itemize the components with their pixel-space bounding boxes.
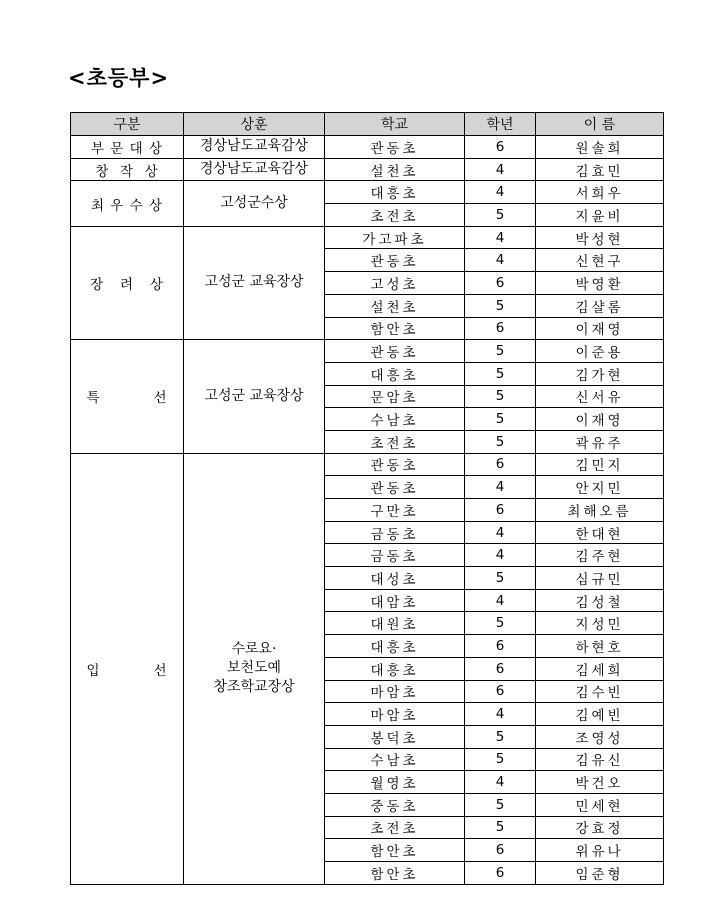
award-prize: 경상남도교육감상 xyxy=(184,158,325,181)
student-name-cell: 원솔희 xyxy=(536,136,664,159)
student-name-cell: 김예빈 xyxy=(536,703,664,726)
school-cell: 관동초 xyxy=(325,453,465,476)
student-name-cell: 곽유주 xyxy=(536,430,664,453)
student-name-cell: 지성민 xyxy=(536,612,664,635)
student-name-cell: 서희우 xyxy=(536,181,664,204)
grade-cell: 6 xyxy=(465,136,536,159)
header-name: 이 름 xyxy=(536,113,664,136)
grade-cell: 4 xyxy=(465,226,536,249)
school-cell: 초전초 xyxy=(325,430,465,453)
award-prize: 고성군 교육장상 xyxy=(184,226,325,339)
school-cell: 마암초 xyxy=(325,703,465,726)
awards-table xyxy=(70,112,664,885)
school-cell: 초전초 xyxy=(325,816,465,839)
header-grade: 학년 xyxy=(465,113,536,136)
table-row xyxy=(71,181,664,204)
school-cell: 관동초 xyxy=(325,340,465,363)
header-school: 학교 xyxy=(325,113,465,136)
award-category: 최 우 수 상 xyxy=(71,181,184,226)
school-cell: 대흥초 xyxy=(325,181,465,204)
student-name-cell: 이재영 xyxy=(536,408,664,431)
header-category: 구분 xyxy=(71,113,184,136)
school-cell: 대원초 xyxy=(325,612,465,635)
school-cell: 대암초 xyxy=(325,589,465,612)
student-name-cell: 김주현 xyxy=(536,544,664,567)
header-row xyxy=(71,113,664,136)
student-name-cell: 김가현 xyxy=(536,362,664,385)
grade-cell: 6 xyxy=(465,635,536,658)
table-row xyxy=(71,158,664,181)
school-cell: 고성초 xyxy=(325,272,465,295)
student-name-cell: 임준형 xyxy=(536,862,664,885)
student-name-cell: 안지민 xyxy=(536,476,664,499)
student-name-cell: 심규민 xyxy=(536,567,664,590)
school-cell: 대흥초 xyxy=(325,635,465,658)
student-name-cell: 박건오 xyxy=(536,771,664,794)
grade-cell: 6 xyxy=(465,680,536,703)
table-row xyxy=(71,453,664,476)
award-prize: 경상남도교육감상 xyxy=(184,136,325,159)
school-cell: 대흥초 xyxy=(325,657,465,680)
grade-cell: 6 xyxy=(465,499,536,522)
award-category: 특 선 xyxy=(71,340,184,453)
award-category: 부 문 대 상 xyxy=(71,136,184,159)
student-name-cell: 조영성 xyxy=(536,725,664,748)
student-name-cell: 김유신 xyxy=(536,748,664,771)
grade-cell: 6 xyxy=(465,317,536,340)
school-cell: 함안초 xyxy=(325,862,465,885)
student-name-cell: 김성철 xyxy=(536,589,664,612)
award-prize: 고성군 교육장상 xyxy=(184,340,325,453)
grade-cell: 5 xyxy=(465,408,536,431)
school-cell: 대성초 xyxy=(325,567,465,590)
grade-cell: 6 xyxy=(465,453,536,476)
student-name-cell: 김수빈 xyxy=(536,680,664,703)
school-cell: 구만초 xyxy=(325,499,465,522)
student-name-cell: 신현구 xyxy=(536,249,664,272)
school-cell: 설천초 xyxy=(325,158,465,181)
student-name-cell: 박성현 xyxy=(536,226,664,249)
student-name-cell: 김효민 xyxy=(536,158,664,181)
school-cell: 중동초 xyxy=(325,793,465,816)
grade-cell: 6 xyxy=(465,839,536,862)
student-name-cell: 최해오름 xyxy=(536,499,664,522)
grade-cell: 4 xyxy=(465,589,536,612)
school-cell: 월영초 xyxy=(325,771,465,794)
table-row xyxy=(71,226,664,249)
table-row xyxy=(71,136,664,159)
student-name-cell: 위유나 xyxy=(536,839,664,862)
grade-cell: 4 xyxy=(465,771,536,794)
grade-cell: 4 xyxy=(465,249,536,272)
school-cell: 봉덕초 xyxy=(325,725,465,748)
grade-cell: 4 xyxy=(465,544,536,567)
school-cell: 함안초 xyxy=(325,317,465,340)
page-title: <초등부> xyxy=(68,66,170,90)
grade-cell: 5 xyxy=(465,793,536,816)
school-cell: 설천초 xyxy=(325,294,465,317)
award-prize: 수로요· 보천도예 창조학교장상 xyxy=(184,453,325,884)
grade-cell: 4 xyxy=(465,521,536,544)
student-name-cell: 박영환 xyxy=(536,272,664,295)
school-cell: 관동초 xyxy=(325,136,465,159)
header-prize: 상훈 xyxy=(184,113,325,136)
student-name-cell: 강효정 xyxy=(536,816,664,839)
school-cell: 가고파초 xyxy=(325,226,465,249)
student-name-cell: 이준용 xyxy=(536,340,664,363)
table-row xyxy=(71,340,664,363)
student-name-cell: 하현호 xyxy=(536,635,664,658)
award-category: 입 선 xyxy=(71,453,184,884)
grade-cell: 5 xyxy=(465,567,536,590)
grade-cell: 5 xyxy=(465,612,536,635)
school-cell: 관동초 xyxy=(325,249,465,272)
grade-cell: 5 xyxy=(465,385,536,408)
student-name-cell: 김민지 xyxy=(536,453,664,476)
grade-cell: 5 xyxy=(465,430,536,453)
school-cell: 수남초 xyxy=(325,748,465,771)
award-category: 장 려 상 xyxy=(71,226,184,339)
grade-cell: 5 xyxy=(465,748,536,771)
grade-cell: 6 xyxy=(465,862,536,885)
award-prize: 고성군수상 xyxy=(184,181,325,226)
grade-cell: 4 xyxy=(465,476,536,499)
grade-cell: 6 xyxy=(465,657,536,680)
student-name-cell: 민세현 xyxy=(536,793,664,816)
award-category: 창 작 상 xyxy=(71,158,184,181)
school-cell: 관동초 xyxy=(325,476,465,499)
grade-cell: 6 xyxy=(465,272,536,295)
award-rows xyxy=(71,136,664,885)
student-name-cell: 한대현 xyxy=(536,521,664,544)
school-cell: 함안초 xyxy=(325,839,465,862)
grade-cell: 4 xyxy=(465,181,536,204)
grade-cell: 5 xyxy=(465,816,536,839)
student-name-cell: 신서유 xyxy=(536,385,664,408)
school-cell: 수남초 xyxy=(325,408,465,431)
student-name-cell: 이재영 xyxy=(536,317,664,340)
student-name-cell: 지윤비 xyxy=(536,204,664,227)
student-name-cell: 김샬롬 xyxy=(536,294,664,317)
grade-cell: 5 xyxy=(465,362,536,385)
school-cell: 금동초 xyxy=(325,544,465,567)
school-cell: 초전초 xyxy=(325,204,465,227)
school-cell: 대흥초 xyxy=(325,362,465,385)
grade-cell: 5 xyxy=(465,725,536,748)
school-cell: 금동초 xyxy=(325,521,465,544)
school-cell: 마암초 xyxy=(325,680,465,703)
grade-cell: 5 xyxy=(465,340,536,363)
school-cell: 문암초 xyxy=(325,385,465,408)
grade-cell: 5 xyxy=(465,294,536,317)
student-name-cell: 김세희 xyxy=(536,657,664,680)
grade-cell: 4 xyxy=(465,158,536,181)
grade-cell: 5 xyxy=(465,204,536,227)
grade-cell: 4 xyxy=(465,703,536,726)
